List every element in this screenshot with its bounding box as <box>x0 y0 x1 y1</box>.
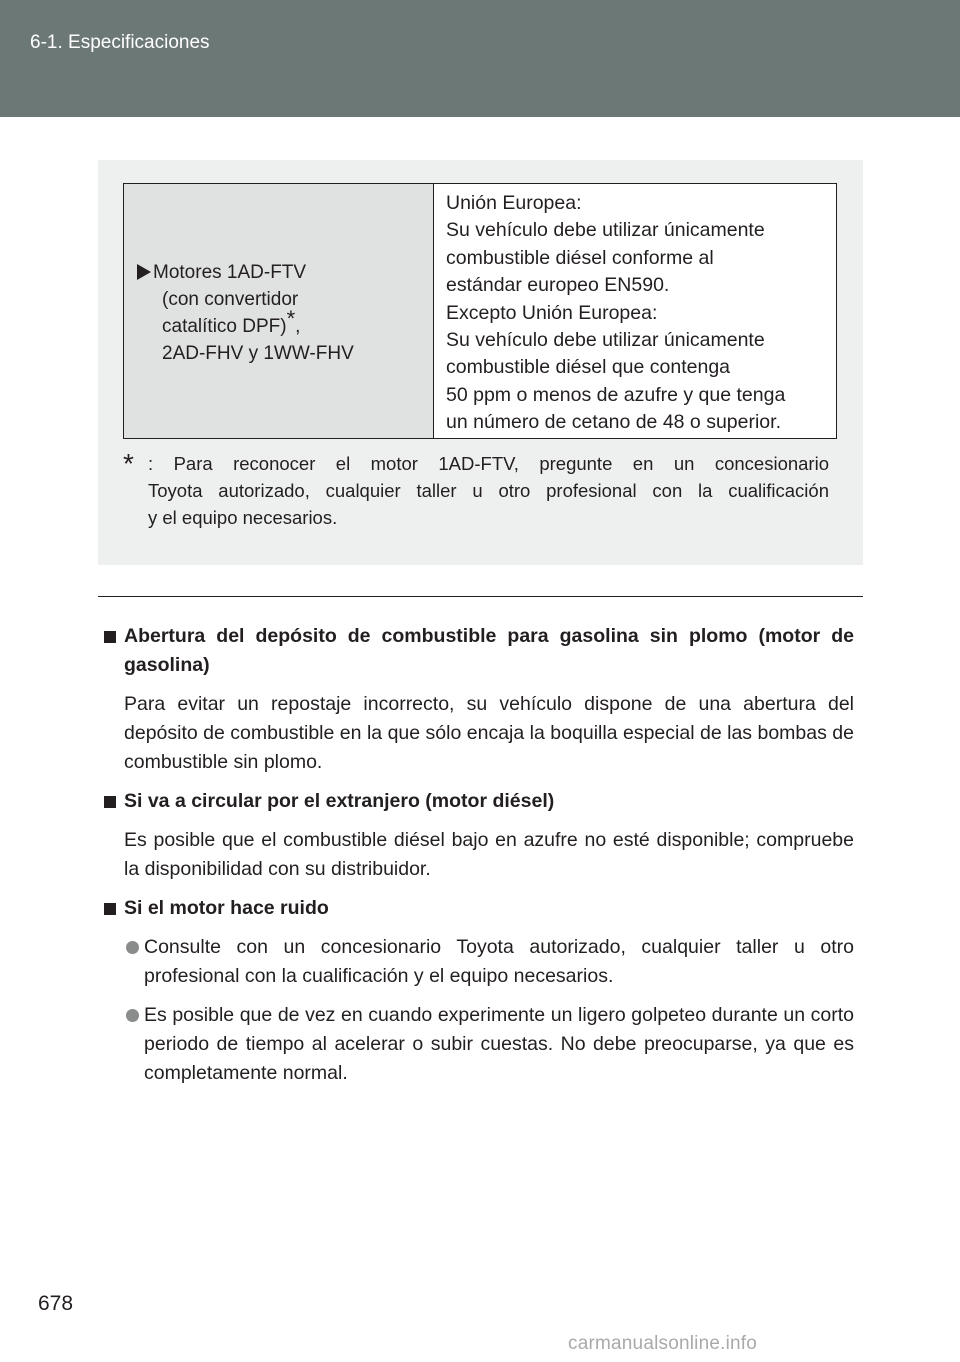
watermark: carmanualsonline.info <box>568 1333 758 1354</box>
list-item: Es posible que de vez en cuando experimente un ligero golpeteo durante un corto periodo de tiempo al acelerar o subir cuestas. No debe preocuparse, ya que es completamente normal. <box>102 1001 854 1088</box>
requirement-cell <box>434 184 836 438</box>
requirement-line: Excepto Unión Europea: <box>446 301 658 324</box>
section-title: 6-1. Especificaciones <box>30 32 210 53</box>
requirement-line: Su vehículo debe utilizar únicamente <box>446 329 765 352</box>
section-heading: Si el motor hace ruido <box>102 894 854 923</box>
spec-table <box>123 183 837 439</box>
footnote-marker: * <box>286 306 296 331</box>
section-body: Para evitar un repostaje incorrecto, su vehículo dispone de una abertura del depósito de combustible en la que sólo encaja la boquilla especial de las bombas de combustible sin plomo. <box>124 693 854 773</box>
engine-line: 2AD-FHV y 1WW-FHV <box>162 343 354 364</box>
square-bullet-icon <box>104 796 116 808</box>
header-band <box>0 0 960 117</box>
footnote-asterisk: * <box>123 448 134 479</box>
circle-bullet-icon <box>126 941 139 954</box>
requirement-line: un número de cetano de 48 o superior. <box>446 411 781 434</box>
requirement-line: 50 ppm o menos de azufre y que tenga <box>446 383 786 406</box>
requirement-line: combustible diésel conforme al <box>446 246 714 269</box>
main-content <box>102 622 854 1098</box>
footnote-line: Toyota autorizado, cualquier taller u otro profesional con la cualificación <box>148 480 829 501</box>
engine-line: Motores 1AD-FTV <box>137 259 354 286</box>
footnote-line: y el equipo necesarios. <box>148 507 338 528</box>
page-number: 678 <box>38 1292 74 1315</box>
section-divider <box>98 596 863 597</box>
arrow-right-icon <box>137 264 151 280</box>
section-heading: Si va a circular por el extranjero (motor diésel) <box>102 787 854 816</box>
requirement-line: estándar europeo EN590. <box>446 274 670 297</box>
list-item: Consulte con un concesionario Toyota autorizado, cualquier taller u otro profesional con la cualificación y el equipo necesarios. <box>102 933 854 991</box>
requirement-line: Su vehículo debe utilizar únicamente <box>446 219 765 242</box>
requirement-line: Unión Europea: <box>446 192 582 214</box>
section-body: Es posible que el combustible diésel bajo en azufre no esté disponible; compruebe la disponibilidad con su distribuidor. <box>124 829 854 880</box>
square-bullet-icon <box>104 903 116 915</box>
spec-box <box>98 160 863 565</box>
footnote-line: : Para reconocer el motor 1AD-FTV, pregunte en un concesionario <box>148 453 829 474</box>
square-bullet-icon <box>104 631 116 643</box>
footnote <box>123 450 829 531</box>
circle-bullet-icon <box>126 1009 139 1022</box>
section-heading: Abertura del depósito de combustible para gasolina sin plomo (motor de gasolina) <box>102 622 854 680</box>
engine-line: (con convertidor <box>162 289 299 310</box>
requirement-line: combustible diésel que contenga <box>446 356 731 379</box>
engine-cell <box>124 184 434 438</box>
engine-line: catalítico DPF)*, <box>162 306 301 337</box>
